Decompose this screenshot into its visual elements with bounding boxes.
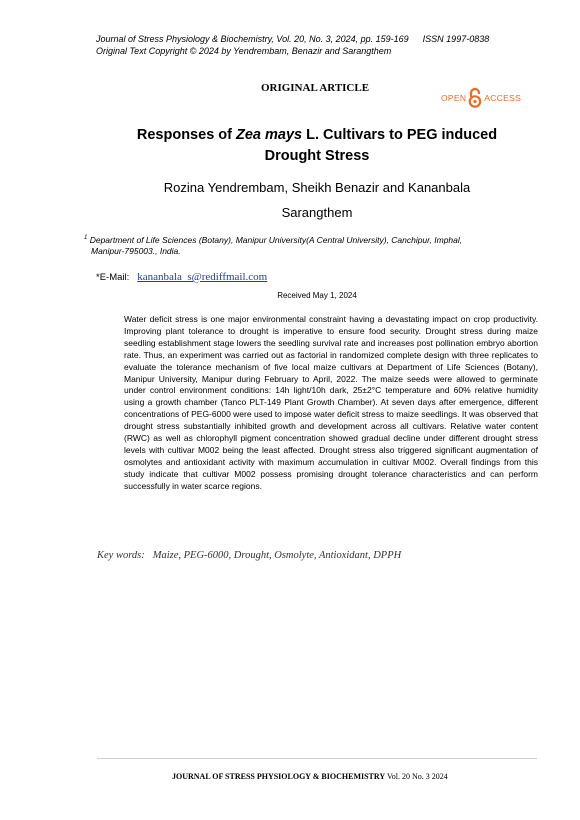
affiliation-line-1: Department of Life Sciences (Botany), Manipur University(A Central University), Canchipur, Imphal, — [87, 234, 463, 245]
title-text-2: L. Cultivars to PEG induced — [302, 127, 498, 143]
article-type: ORIGINAL ARTICLE — [260, 82, 370, 94]
issn: ISSN 1997-0838 — [422, 34, 490, 44]
article-title — [80, 125, 554, 167]
page-footer — [172, 772, 448, 781]
journal-citation: Journal of Stress Physiology & Biochemistry, Vol. 20, No. 3, 2024, pp. 159-169 — [96, 34, 409, 44]
authors — [120, 175, 514, 225]
keywords-label: Key words: — [97, 550, 145, 561]
open-lock-icon — [468, 88, 482, 108]
copyright-line: Original Text Copyright © 2024 by Yendrembam, Benazir and Sarangthem — [96, 46, 392, 56]
authors-line-2: Sarangthem — [281, 205, 353, 220]
email-label: *E-Mail: — [96, 272, 130, 283]
abstract: Water deficit stress is one major environmental constraint having a devastating impact on crop productivity. Improving plant tolerance to drought is imperative to ensure food security. Drought stress during maize seedling establishment stage lowers the seedling survival rate and increases post pollination embryo abortion rate. Thus, an experiment was carried out as factorial in randomized complete design with three replicates to evaluate the tolerance mechanism of five local maize cultivars at Department of Life Sciences (Botany), Manipur University, Manipur during February to April, 2022. The maize seeds were allowed to germinate under control environment conditions: 14h light/10h dark, 25±2°C temperature and 60% relative humidity using a growth chamber (Tanco PLT-149 Plant Growth Chamber). At seven days after emergence, different concentrations of PEG-6000 were used to impose water deficit stress to maize seedlings. It was observed that drought stress substantially inhibited growth and development across all cultivars. Relative water content (RWC) as well as chlorophyll pigment concentration showed gradual decline under different drought stress levels with cultivar M002 being the least affected. Drought stress also triggered significant augmentation of osmolytes and antioxidant activity with maximum accumulation in cultivar M002. Overall findings from this study indicate that cultivar M002 possess promising drought tolerance characteristics and can perform successfully in water scarce regions. — [124, 314, 538, 491]
open-access-left: OPEN — [441, 93, 467, 103]
affiliation-line-2: Manipur-795003., India. — [91, 245, 181, 256]
open-access-badge — [441, 88, 521, 108]
email-link[interactable]: kananbala_s@rediffmail.com — [137, 271, 268, 283]
footer-volume: Vol. 20 No. 3 2024 — [385, 772, 448, 781]
authors-line-1: Rozina Yendrembam, Sheikh Benazir and Kananbala — [163, 180, 471, 195]
footer-divider — [97, 758, 537, 759]
keywords-list: Maize, PEG-6000, Drought, Osmolyte, Antioxidant, DPPH — [152, 550, 402, 561]
page-header — [96, 33, 536, 57]
open-access-right: ACCESS — [484, 93, 522, 103]
received-date: Received May 1, 2024 — [277, 291, 357, 300]
title-species: Zea mays — [236, 127, 303, 143]
affiliation-marker: 1 — [84, 235, 88, 241]
keywords — [97, 550, 401, 561]
title-text-1: Responses of — [136, 127, 236, 143]
footer-journal: JOURNAL OF STRESS PHYSIOLOGY & BIOCHEMISTRY — [172, 772, 386, 781]
affiliation — [84, 233, 554, 257]
email-line — [96, 271, 267, 283]
title-line-2: Drought Stress — [264, 148, 370, 164]
